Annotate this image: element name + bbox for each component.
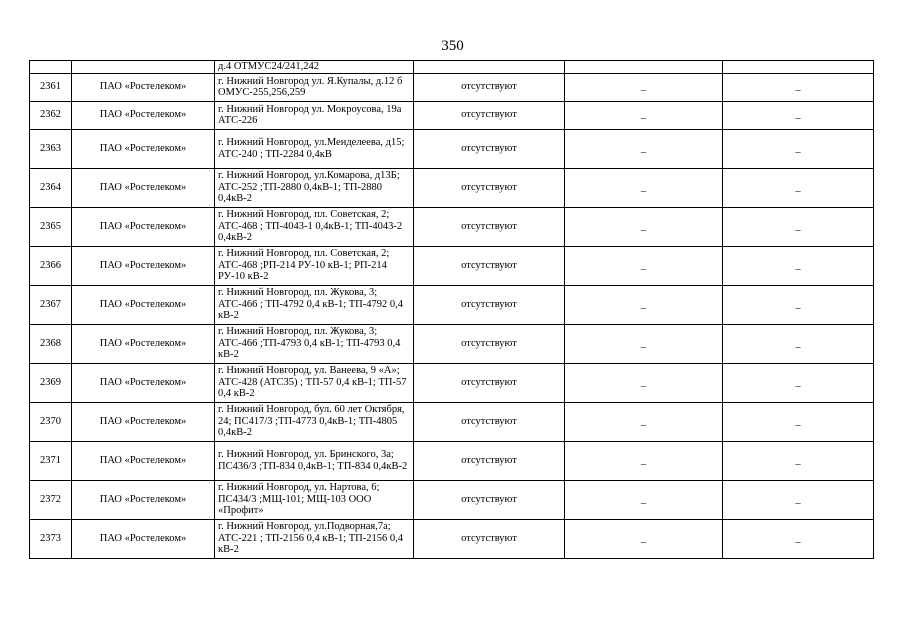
cell-address: г. Нижний Новгород, ул.Комарова, д13Б; АТС-252 ;ТП-2880 0,4кВ-1; ТП-2880 0,4кВ-2 [215,168,414,207]
cell-col5 [565,61,723,74]
cell-organization [72,61,215,74]
cell-col6: _ [723,480,874,519]
cell-col5: _ [565,207,723,246]
cell-number: 2363 [30,129,72,168]
cell-number: 2367 [30,285,72,324]
table-row-continuation [30,61,874,74]
cell-address: г. Нижний Новгород ул. Мокроусова, 19а АТС-226 [215,101,414,129]
table-row [30,73,874,101]
cell-col6: _ [723,519,874,558]
table-row [30,441,874,480]
cell-address: г. Нижний Новгород, ул. Нартова, 6; ПС434/3 ;МЩ-101; МЩ-103 ООО «Профит» [215,480,414,519]
registry-table [29,60,874,559]
cell-number: 2369 [30,363,72,402]
table-row [30,168,874,207]
cell-address: г. Нижний Новгород, пл. Советская, 2; АТС-468 ; ТП-4043-1 0,4кВ-1; ТП-4043-2 0,4кВ-2 [215,207,414,246]
cell-address: г. Нижний Новгород, ул.Менделеева, д15; АТС-240 ; ТП-2284 0,4кВ [215,129,414,168]
cell-number [30,61,72,74]
cell-number: 2362 [30,101,72,129]
cell-col6: _ [723,129,874,168]
cell-status: отсутствуют [414,207,565,246]
cell-organization: ПАО «Ростелеком» [72,207,215,246]
cell-col5: _ [565,168,723,207]
cell-col5: _ [565,129,723,168]
cell-col6: _ [723,324,874,363]
cell-status: отсутствуют [414,285,565,324]
cell-number: 2373 [30,519,72,558]
table-row [30,285,874,324]
cell-status: отсутствуют [414,168,565,207]
cell-organization: ПАО «Ростелеком» [72,73,215,101]
cell-number: 2368 [30,324,72,363]
cell-organization: ПАО «Ростелеком» [72,363,215,402]
cell-col5: _ [565,363,723,402]
cell-col6: _ [723,73,874,101]
cell-organization: ПАО «Ростелеком» [72,168,215,207]
cell-organization: ПАО «Ростелеком» [72,519,215,558]
cell-col5: _ [565,246,723,285]
cell-col5: _ [565,324,723,363]
cell-address: г. Нижний Новгород, ул.Подворная,7а; АТС-221 ; ТП-2156 0,4 кВ-1; ТП-2156 0,4 кВ-2 [215,519,414,558]
cell-status: отсутствуют [414,480,565,519]
cell-status: отсутствуют [414,402,565,441]
cell-address: г. Нижний Новгород, пл. Жукова, 3; АТС-466 ; ТП-4792 0,4 кВ-1; ТП-4792 0,4 кВ-2 [215,285,414,324]
cell-status [414,61,565,74]
cell-col6: _ [723,363,874,402]
cell-col5: _ [565,519,723,558]
cell-col5: _ [565,480,723,519]
cell-organization: ПАО «Ростелеком» [72,285,215,324]
table-row [30,129,874,168]
cell-col5: _ [565,441,723,480]
cell-address: г. Нижний Новгород, бул. 60 лет Октября, 24; ПС417/3 ;ТП-4773 0,4кВ-1; ТП-4805 0,4кВ-2 [215,402,414,441]
cell-status: отсутствуют [414,101,565,129]
table-row [30,480,874,519]
cell-col6: _ [723,441,874,480]
cell-organization: ПАО «Ростелеком» [72,101,215,129]
cell-number: 2371 [30,441,72,480]
cell-col6: _ [723,285,874,324]
cell-organization: ПАО «Ростелеком» [72,402,215,441]
cell-col6: _ [723,101,874,129]
registry-table-body [30,61,874,559]
cell-number: 2364 [30,168,72,207]
cell-number: 2361 [30,73,72,101]
cell-organization: ПАО «Ростелеком» [72,129,215,168]
cell-address: г. Нижний Новгород, пл. Жукова, 3; АТС-466 ;ТП-4793 0,4 кВ-1; ТП-4793 0,4 кВ-2 [215,324,414,363]
table-row [30,246,874,285]
cell-status: отсутствуют [414,363,565,402]
cell-status: отсутствуют [414,73,565,101]
page-number: 350 [441,38,464,54]
table-row [30,207,874,246]
cell-col6: _ [723,207,874,246]
cell-status: отсутствуют [414,324,565,363]
cell-status: отсутствуют [414,246,565,285]
table-row [30,363,874,402]
cell-address: г. Нижний Новгород, ул. Ванеева, 9 «А»; АТС-428 (АТС35) ; ТП-57 0,4 кВ-1; ТП-57 0,4 кВ-2 [215,363,414,402]
cell-col6: _ [723,402,874,441]
cell-col5: _ [565,285,723,324]
cell-number: 2365 [30,207,72,246]
cell-status: отсутствуют [414,441,565,480]
cell-address: г. Нижний Новгород ул. Я.Купалы, д.12 б ОМУС-255,256,259 [215,73,414,101]
cell-address: д.4 ОТМУС24/241,242 [215,61,414,74]
table-row [30,324,874,363]
table-row [30,402,874,441]
cell-organization: ПАО «Ростелеком» [72,246,215,285]
cell-number: 2372 [30,480,72,519]
cell-col5: _ [565,402,723,441]
cell-status: отсутствуют [414,129,565,168]
cell-col5: _ [565,101,723,129]
cell-col6 [723,61,874,74]
cell-status: отсутствуют [414,519,565,558]
cell-address: г. Нижний Новгород, ул. Бринского, 3а; ПС436/3 ;ТП-834 0,4кВ-1; ТП-834 0,4кВ-2 [215,441,414,480]
cell-col6: _ [723,246,874,285]
cell-col6: _ [723,168,874,207]
cell-number: 2370 [30,402,72,441]
cell-col5: _ [565,73,723,101]
cell-organization: ПАО «Ростелеком» [72,324,215,363]
table-row [30,101,874,129]
table-row [30,519,874,558]
cell-number: 2366 [30,246,72,285]
cell-address: г. Нижний Новгород, пл. Советская, 2; АТС-468 ;РП-214 РУ-10 кВ-1; РП-214 РУ-10 кВ-2 [215,246,414,285]
cell-organization: ПАО «Ростелеком» [72,441,215,480]
cell-organization: ПАО «Ростелеком» [72,480,215,519]
